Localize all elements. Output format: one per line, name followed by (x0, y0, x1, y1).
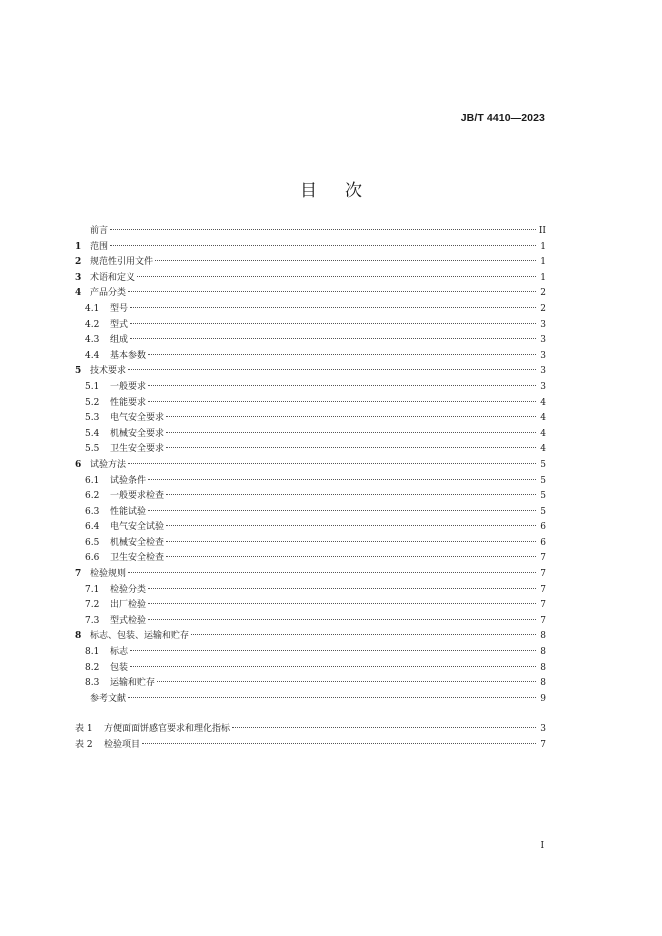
toc-dot-leader (130, 323, 536, 324)
toc-entry-number: 5.2 (85, 397, 100, 408)
toc-entry-page: 4 (540, 397, 546, 408)
toc-entry[interactable] (75, 505, 546, 521)
toc-entry-page: 8 (540, 662, 546, 673)
toc-dot-leader (166, 416, 536, 417)
toc-entry-number: 6.2 (85, 491, 100, 502)
toc-entry[interactable] (75, 224, 546, 240)
toc-entry-number: 3 (75, 272, 82, 283)
toc-entry-label: 试验方法 (90, 459, 127, 470)
toc-entry-number: 5.5 (85, 444, 100, 455)
toc-entry-label: 标志 (110, 647, 129, 658)
toc-entry-number: 2 (75, 257, 82, 268)
toc-entry-number: 4.3 (85, 335, 100, 346)
toc-entry-label: 出厂检验 (110, 600, 147, 611)
toc-dot-leader (110, 245, 536, 246)
toc-entry-label: 参考文献 (90, 693, 127, 704)
toc-entry-number: 1 (75, 241, 82, 252)
toc-dot-leader (191, 634, 536, 635)
toc-entry-number: 7.1 (85, 584, 100, 595)
toc-entry-label: 检验分类 (110, 584, 147, 595)
toc-entry-number: 7.3 (85, 615, 100, 626)
toc-entry-page: 3 (540, 381, 546, 392)
toc-entry-number: 4 (75, 288, 82, 299)
toc-entry-label: 型式检验 (110, 615, 147, 626)
toc-dot-leader (148, 385, 536, 386)
toc-dot-leader (155, 260, 536, 261)
toc-entry-page: 8 (540, 647, 546, 658)
toc-entry-page: 8 (540, 631, 546, 642)
toc-entry-page: 7 (540, 615, 546, 626)
toc-dot-leader (148, 401, 536, 402)
toc-entry-page: 1 (540, 257, 546, 268)
toc-entry-page: 3 (540, 350, 546, 361)
toc-entry-number: 5.4 (85, 428, 100, 439)
toc-entry[interactable] (75, 349, 546, 365)
toc-entry-page: 7 (540, 569, 546, 580)
toc-entry[interactable] (75, 692, 546, 708)
toc-entry-page: 6 (540, 522, 546, 533)
toc-entry[interactable] (75, 255, 546, 271)
toc-dot-leader (148, 354, 536, 355)
toc-dot-leader (142, 743, 536, 744)
toc-entry-label: 范围 (90, 241, 109, 252)
section-gap (75, 707, 546, 722)
toc-entry-page: 7 (540, 553, 546, 564)
toc-entry-number: 4.2 (85, 319, 100, 330)
toc-entry[interactable] (75, 411, 546, 427)
toc-entry-number: 5.1 (85, 381, 100, 392)
toc-entry[interactable] (75, 598, 546, 614)
toc-dot-leader (166, 432, 536, 433)
toc-entry-page: 5 (540, 459, 546, 470)
toc-entry[interactable] (75, 614, 546, 630)
toc-entry-page: 7 (540, 740, 546, 750)
toc-dot-leader (166, 541, 536, 542)
toc-entry-label: 产品分类 (90, 288, 127, 299)
toc-entry-number: 7.2 (85, 600, 100, 611)
toc-entry-page: 4 (540, 413, 546, 424)
toc-entry[interactable] (75, 364, 546, 380)
toc-entry-number: 8 (75, 631, 82, 642)
table-list-item[interactable] (75, 722, 546, 738)
toc-dot-leader (137, 276, 536, 277)
toc-entry[interactable] (75, 318, 546, 334)
toc-dot-leader (232, 727, 536, 728)
toc-dot-leader (130, 650, 536, 651)
toc-entry-label: 一般要求 (110, 381, 147, 392)
toc-entry-page: 4 (540, 428, 546, 439)
toc-entry-label: 方便面面饼感官要求和理化指标 (104, 724, 231, 735)
toc-entry-label: 检验项目 (104, 740, 141, 750)
toc-entry-number: 8.2 (85, 662, 100, 673)
toc-entry[interactable] (75, 396, 546, 412)
toc-entry-page: II (538, 226, 546, 236)
toc-entry[interactable] (75, 380, 546, 396)
toc-dot-leader (128, 697, 536, 698)
page-title: 目次 (300, 181, 390, 201)
toc-entry-number: 表 1 (75, 724, 93, 735)
toc-dot-leader (148, 603, 536, 604)
toc-dot-leader (166, 447, 536, 448)
toc-entry-page: 8 (540, 678, 546, 689)
toc-entry-number: 4.1 (85, 303, 100, 314)
toc-entry-label: 型式 (110, 319, 129, 330)
toc-entry-number: 6.1 (85, 475, 100, 486)
toc-entry-page: 3 (540, 335, 546, 346)
toc-dot-leader (128, 291, 536, 292)
toc-entry[interactable] (75, 302, 546, 318)
toc-entry-page: 3 (540, 724, 546, 735)
toc-entry[interactable] (75, 661, 546, 677)
toc-dot-leader (166, 494, 536, 495)
toc-entry[interactable] (75, 271, 546, 287)
toc-entry-page: 5 (540, 506, 546, 517)
toc-entry-page: 5 (540, 491, 546, 502)
toc-entry-label: 前言 (90, 226, 109, 236)
toc-dot-leader (148, 479, 536, 480)
toc-entry-page: 7 (540, 584, 546, 595)
toc-entry[interactable] (75, 676, 546, 692)
toc-dot-leader (130, 666, 536, 667)
toc-entry[interactable] (75, 567, 546, 583)
toc-dot-leader (166, 525, 536, 526)
toc-entry[interactable] (75, 629, 546, 645)
toc-entry-label: 性能试验 (110, 506, 147, 517)
toc-entry[interactable] (75, 645, 546, 661)
toc-entry-number: 表 2 (75, 740, 93, 750)
toc-entry[interactable] (75, 536, 546, 552)
toc-entry-number: 8.3 (85, 678, 100, 689)
toc-entry-number: 5 (75, 366, 82, 377)
toc-entry-label: 组成 (110, 335, 129, 346)
toc-entry-label: 基本参数 (110, 350, 147, 361)
toc-entry[interactable] (75, 240, 546, 256)
toc-entry-number: 4.4 (85, 350, 100, 361)
toc-entry-label: 检验规则 (90, 569, 127, 580)
toc-entry[interactable] (75, 442, 546, 458)
toc-dot-leader (157, 681, 536, 682)
toc-entry-page: 3 (540, 319, 546, 330)
toc-entry-number: 6 (75, 459, 82, 470)
toc-entry-page: 4 (540, 444, 546, 455)
toc-entry[interactable] (75, 489, 546, 505)
toc-entry-label: 技术要求 (90, 366, 127, 377)
toc-entry[interactable] (75, 286, 546, 302)
toc-entry-number: 7 (75, 569, 82, 580)
toc-entry-number: 6.5 (85, 537, 100, 548)
toc-entry-number: 6.3 (85, 506, 100, 517)
toc-entry-label: 电气安全要求 (110, 413, 165, 424)
toc-entry-page: 2 (540, 288, 546, 299)
toc-entry-label: 机械安全要求 (110, 428, 165, 439)
toc-entry[interactable] (75, 520, 546, 536)
toc-dot-leader (128, 369, 536, 370)
toc-entry-page: 5 (540, 475, 546, 486)
toc-entry-label: 规范性引用文件 (90, 257, 154, 268)
toc-dot-leader (166, 556, 536, 557)
table-of-contents (75, 224, 546, 754)
toc-entry-label: 性能要求 (110, 397, 147, 408)
toc-entry-number: 6.4 (85, 522, 100, 533)
toc-dot-leader (148, 588, 536, 589)
toc-entry[interactable] (75, 427, 546, 443)
toc-dot-leader (130, 307, 536, 308)
toc-entry-label: 包装 (110, 662, 129, 673)
toc-dot-leader (110, 229, 536, 230)
toc-entry-label: 试验条件 (110, 475, 147, 486)
toc-entry-label: 标志、包装、运输和贮存 (90, 631, 190, 642)
toc-entry-page: 3 (540, 366, 546, 377)
toc-dot-leader (128, 463, 536, 464)
toc-entry-label: 型号 (110, 303, 129, 314)
toc-entry-page: 9 (540, 693, 546, 704)
toc-entry-page: 6 (540, 537, 546, 548)
toc-entry-label: 术语和定义 (90, 272, 136, 283)
toc-dot-leader (130, 338, 536, 339)
toc-entry-label: 一般要求检查 (110, 491, 165, 502)
toc-entry[interactable] (75, 551, 546, 567)
toc-entry-number: 6.6 (85, 553, 100, 564)
toc-entry-label: 机械安全检查 (110, 537, 165, 548)
toc-entry[interactable] (75, 583, 546, 599)
toc-entry[interactable] (75, 333, 546, 349)
toc-entry[interactable] (75, 458, 546, 474)
toc-entry-number: 5.3 (85, 413, 100, 424)
toc-entry-label: 电气安全试验 (110, 522, 165, 533)
toc-entry-page: 7 (540, 600, 546, 611)
toc-entry-page: 2 (540, 303, 546, 314)
toc-entry[interactable] (75, 474, 546, 490)
toc-entry-label: 运输和贮存 (110, 678, 156, 689)
page-number: I (540, 841, 544, 851)
toc-dot-leader (128, 572, 536, 573)
toc-entry-label: 卫生安全要求 (110, 444, 165, 455)
toc-entry-page: 1 (540, 272, 546, 283)
table-list-item[interactable] (75, 738, 546, 754)
toc-dot-leader (148, 510, 536, 511)
toc-dot-leader (148, 619, 536, 620)
toc-entry-page: 1 (540, 241, 546, 252)
toc-entry-label: 卫生安全检查 (110, 553, 165, 564)
standard-code: JB/T 4410—2023 (460, 112, 545, 124)
toc-entry-number: 8.1 (85, 647, 100, 658)
